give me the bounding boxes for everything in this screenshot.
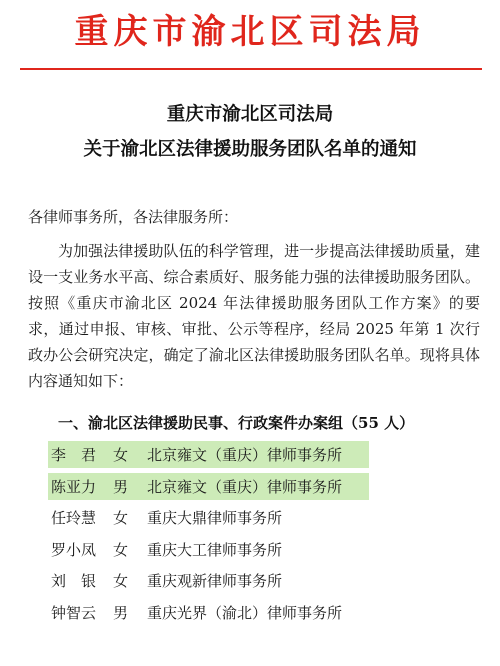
- member-gender: 男: [113, 477, 129, 496]
- list-item: [48, 441, 369, 468]
- member-organization: 北京雍文（重庆）律师事务所: [147, 446, 343, 464]
- member-organization: 重庆光界（渝北）律师事务所: [147, 603, 343, 622]
- member-name: 钟智云: [51, 603, 97, 622]
- member-gender: 女: [113, 509, 129, 527]
- member-name: 李 君: [51, 446, 97, 464]
- member-name: 任玲慧: [51, 509, 97, 527]
- notice-title-line-2: 关于渝北区法律援助服务团队名单的通知: [83, 139, 417, 160]
- member-organization: 重庆大鼎律师事务所: [147, 509, 283, 527]
- member-gender: 女: [113, 540, 129, 559]
- member-gender: 女: [113, 446, 129, 464]
- member-organization: 重庆大工律师事务所: [147, 540, 283, 559]
- member-gender: 男: [113, 603, 129, 622]
- list-item: [48, 504, 378, 531]
- salutation: 各律师事务所，各法律服务所：: [28, 208, 239, 226]
- member-name: 刘 银: [51, 572, 97, 590]
- member-name: 罗小凤: [51, 540, 97, 559]
- member-organization: 重庆观新律师事务所: [147, 572, 283, 590]
- member-organization: 北京雍文（重庆）律师事务所: [147, 477, 343, 496]
- masthead-rule: [20, 68, 482, 70]
- list-item: [48, 473, 369, 500]
- member-name: 陈亚力: [51, 477, 97, 496]
- notice-body-paragraph: 为加强法律援助队伍的科学管理，进一步提高法律援助质量，建设一支业务水平高、综合素质好、服务能力强的法律援助服务团队。按照《重庆市渝北区 2024 年法律援助服务团队工作方案》的要求，通过申报、审核、审批、公示等程序，经局 2025 年第 1 次行政办公会研究决定，确定了渝北区法律援助服务团队名单。现将具体内容通知如下：: [28, 242, 480, 390]
- section-heading: 一、渝北区法律援助民事、行政案件办案组（55 人）: [58, 414, 415, 432]
- list-item: [48, 599, 378, 626]
- notice-title-line-1: 重庆市渝北区司法局: [166, 104, 334, 125]
- list-item: [48, 536, 378, 563]
- masthead-title: 重庆市渝北区司法局: [74, 12, 426, 52]
- member-list: [48, 441, 378, 630]
- masthead: [0, 0, 500, 64]
- member-gender: 女: [113, 572, 129, 590]
- list-item: [48, 567, 378, 594]
